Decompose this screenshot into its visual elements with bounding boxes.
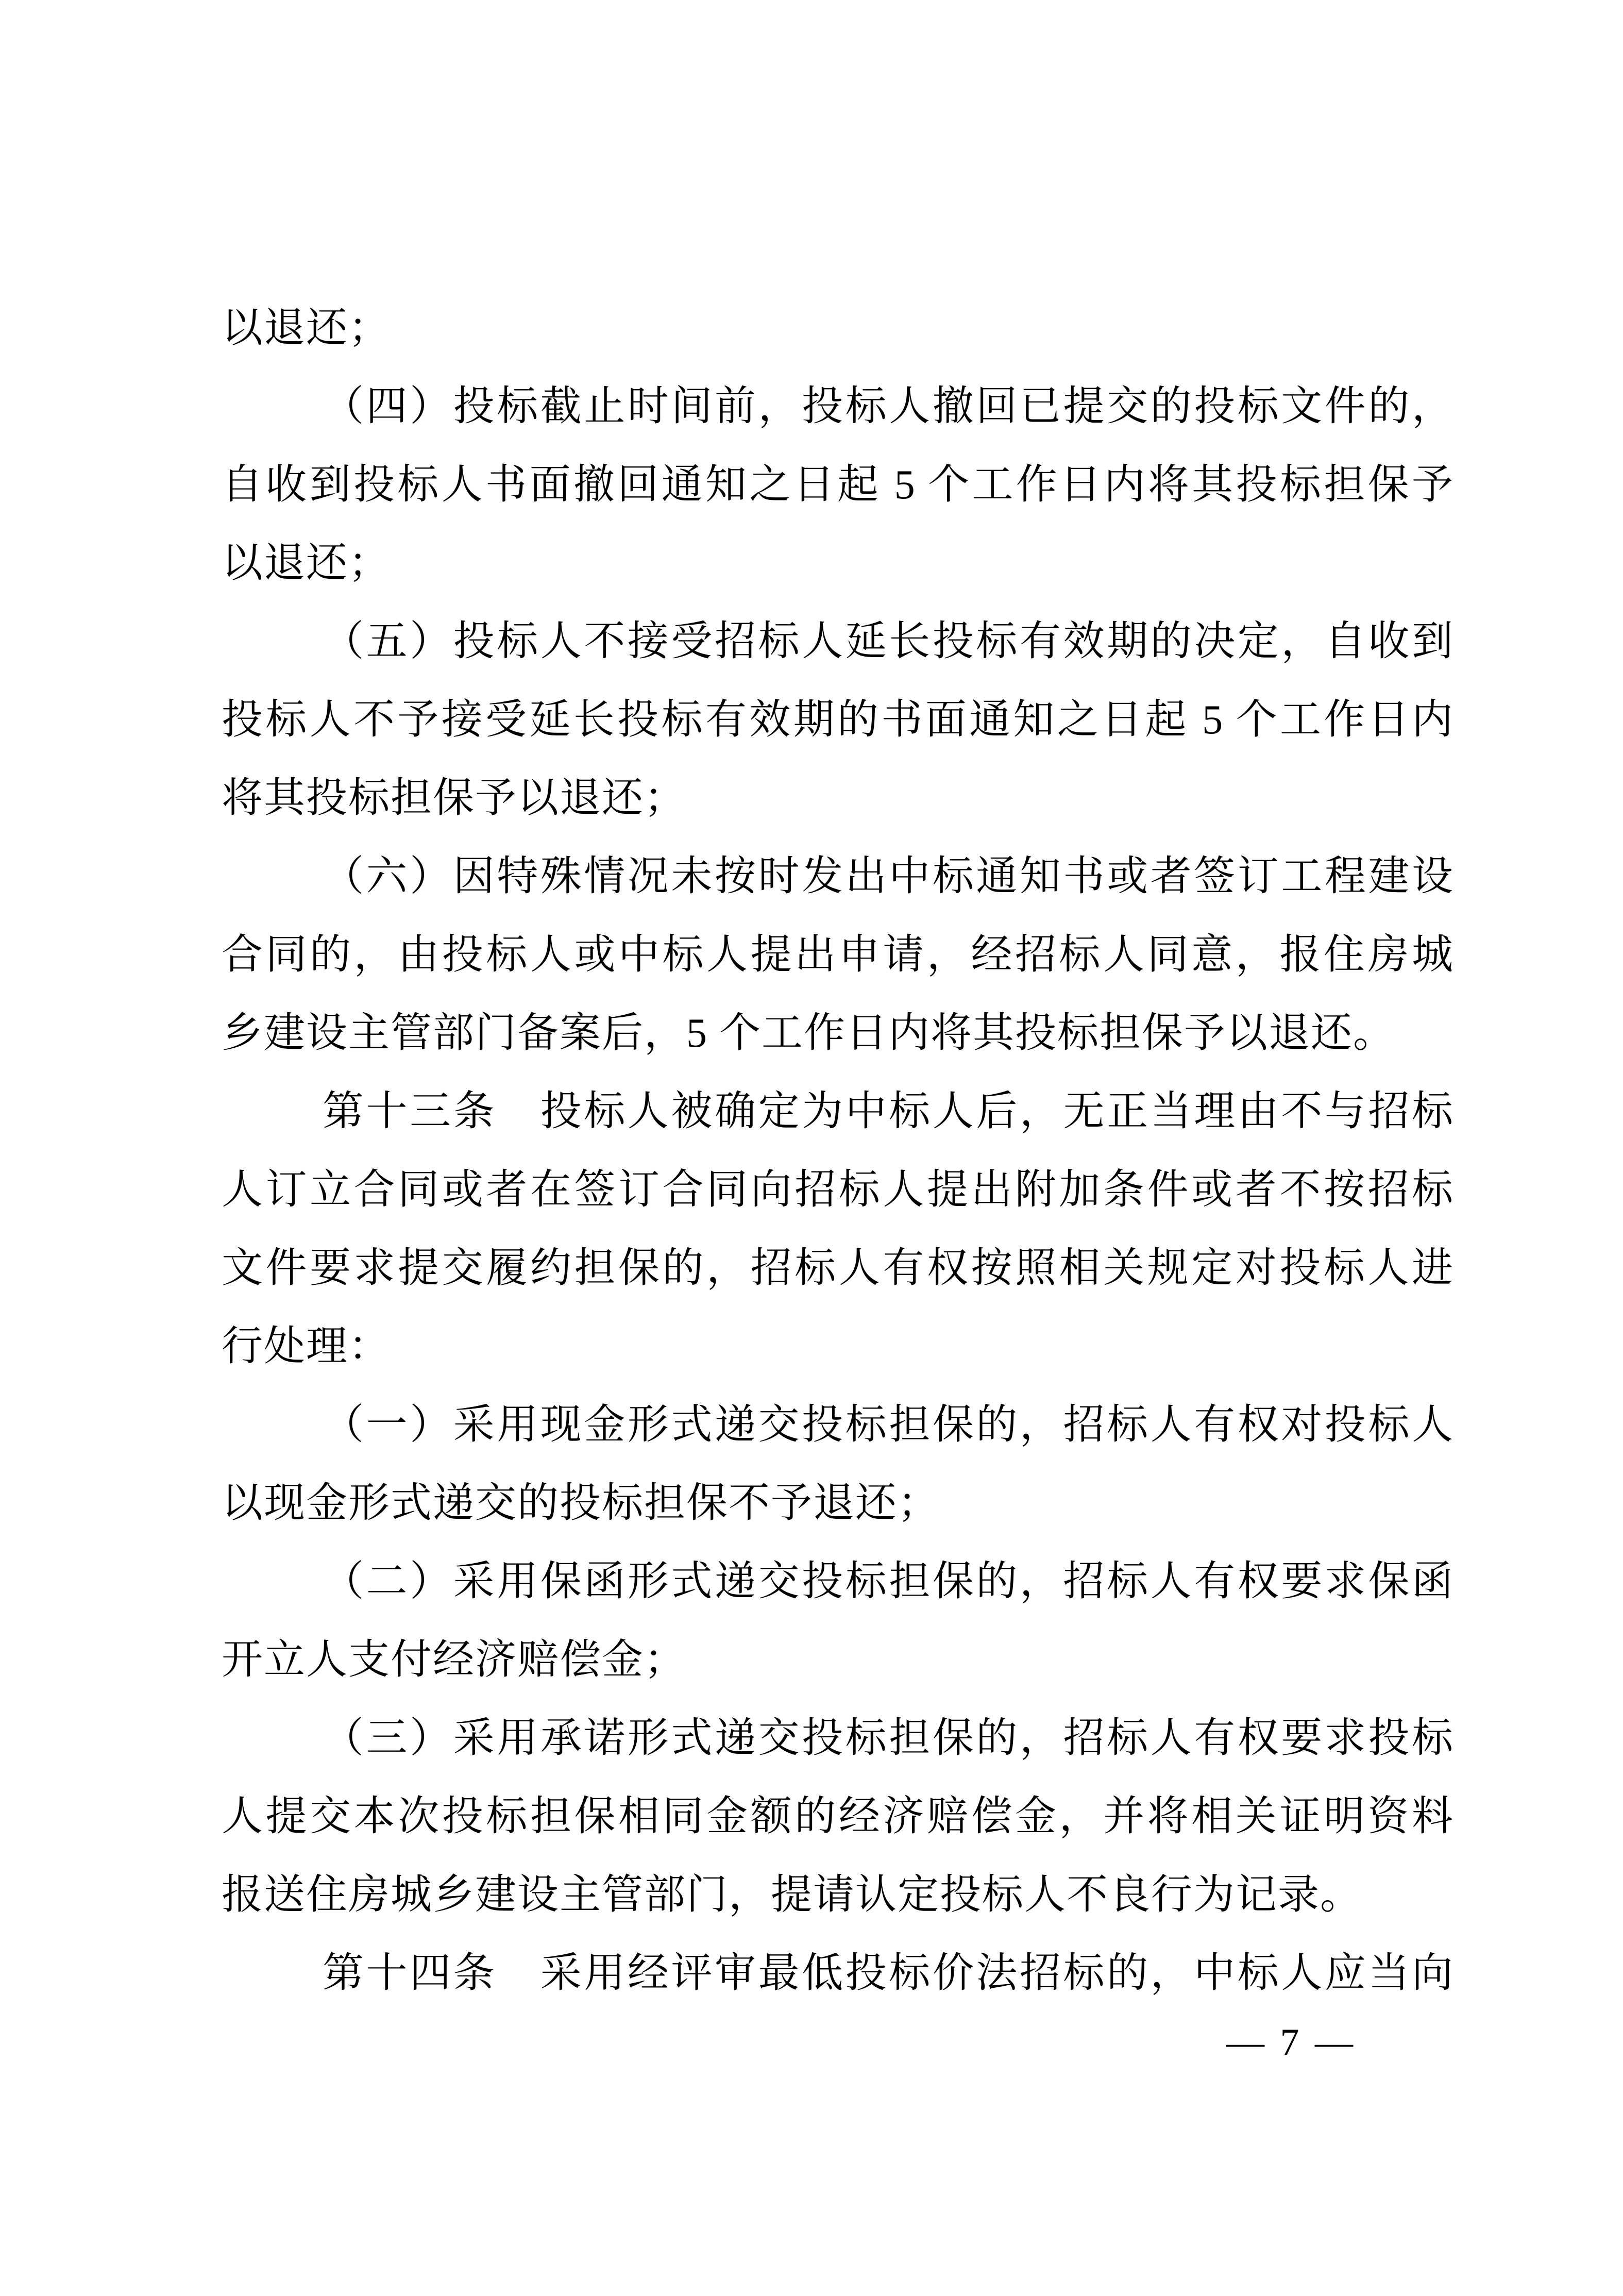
text-line: 人提交本次投标担保相同金额的经济赔偿金，并将相关证明资料: [222, 1794, 1453, 1839]
text-line: 文件要求提交履约担保的，招标人有权按照相关规定对投标人进: [222, 1246, 1453, 1291]
text-line: 报送住房城乡建设主管部门，提请认定投标人不良行为记录。: [222, 1872, 1362, 1918]
text-line: 行处理：: [222, 1324, 391, 1369]
text-line: 以现金形式递交的投标担保不予退还；: [222, 1481, 940, 1526]
text-line: 自收到投标人书面撤回通知之日起 5 个工作日内将其投标担保予: [222, 462, 1453, 508]
text-line: 开立人支付经济赔偿金；: [222, 1637, 686, 1683]
text-line: 以退还；: [222, 541, 391, 586]
text-line: （二）采用保函形式递交投标担保的，招标人有权要求保函: [323, 1559, 1453, 1604]
text-line: （一）采用现金形式递交投标担保的，招标人有权对投标人: [323, 1402, 1453, 1448]
text-line: 以退还；: [222, 306, 391, 351]
text-line: 将其投标担保予以退还；: [222, 776, 686, 821]
text-line: 合同的，由投标人或中标人提出申请，经招标人同意，报住房城: [222, 932, 1453, 978]
text-line: 第十四条 采用经评审最低投标价法招标的，中标人应当向: [323, 1951, 1453, 1996]
text-line: （三）采用承诺形式递交投标担保的，招标人有权要求投标: [323, 1716, 1453, 1761]
text-line: （四）投标截止时间前，投标人撤回已提交的投标文件的，: [323, 384, 1453, 429]
text-line: 人订立合同或者在签订合同向招标人提出附加条件或者不按招标: [222, 1167, 1453, 1213]
text-line: （六）因特殊情况未按时发出中标通知书或者签订工程建设: [323, 854, 1453, 899]
text-line: 投标人不予接受延长投标有效期的书面通知之日起 5 个工作日内: [222, 697, 1453, 743]
text-line: 第十三条 投标人被确定为中标人后，无正当理由不与招标: [323, 1089, 1453, 1134]
text-line: 乡建设主管部门备案后，5 个工作日内将其投标担保予以退还。: [222, 1011, 1395, 1056]
document-body: [222, 289, 1453, 2013]
page-number: — 7 —: [1226, 2021, 1356, 2064]
text-line: （五）投标人不接受招标人延长投标有效期的决定，自收到: [323, 619, 1453, 664]
